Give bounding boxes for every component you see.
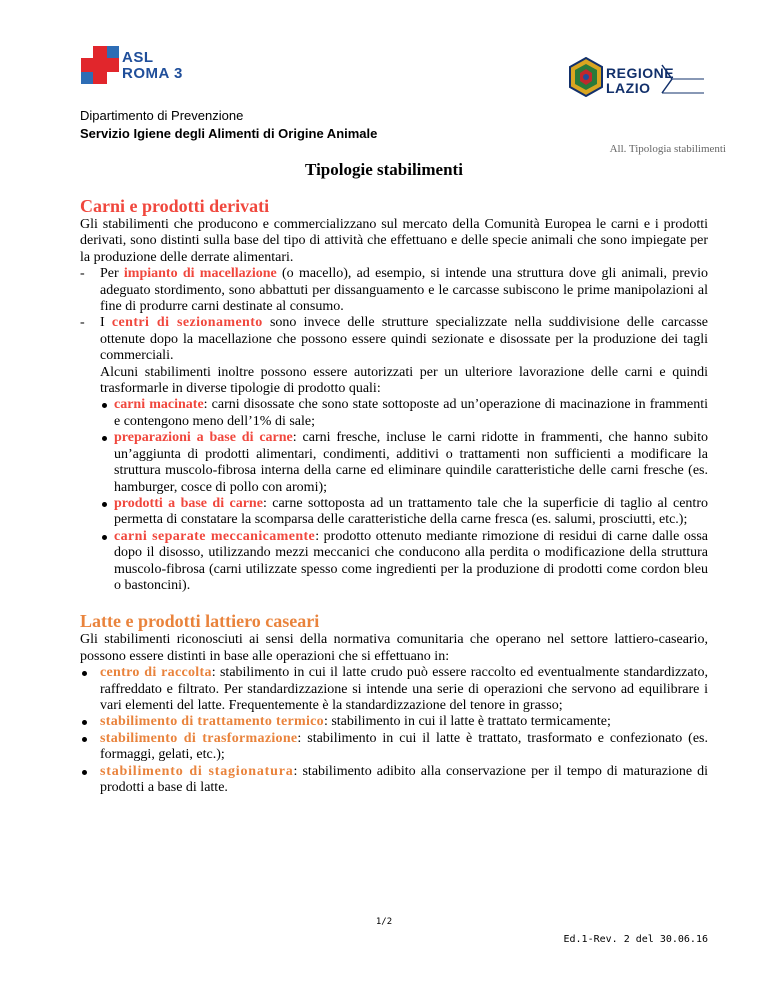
asl-cross-icon <box>80 44 120 86</box>
dairy-types-list <box>80 665 708 796</box>
list-item: preparazioni a base di carne: carni fresche, incluse le carni ridotte in frammenti, che hanno subito un’aggiunta di prodotti alimentari, condimenti, additivi o trattamenti non sufficienti a modificare la struttura muscolo-fibrosa interna della carne ed eliminare quindile caratteristiche delle carni fresche (es. hamburger, cosce di pollo con aromi); <box>80 430 708 496</box>
list-item-macellazione: - Per impianto di macellazione (o macello), ad esempio, si intende una struttura dove gli animali, previo adeguato stordimento, sono abbattuti per dissanguamento e le carcasse subiscono le prime manipolazioni al fine di produrre carni destinate al consumo. <box>80 266 708 315</box>
list-item: stabilimento di trattamento termico: stabilimento in cui il latte è trattato termicamente; <box>80 714 708 730</box>
dash-marker: - <box>80 315 85 331</box>
list-item-sezionamento: - I centri di sezionamento sono invece delle strutture specializzate nella suddivisione delle carcasse ottenute dopo la macellazione che possono essere quindi sezionate e disossate per la produzione dei tagli commerciali. <box>80 315 708 364</box>
lazio-logo-line1: REGIONE <box>606 65 675 81</box>
lazio-logo-line2: LAZIO <box>606 80 651 96</box>
asl-roma3-logo <box>80 44 200 94</box>
section-intro-carni: Gli stabilimenti che producono e commercializzano sul mercato della Comunità Europea le carni e i prodotti derivati, sono distinti sulla base del tipo di attività che effettuano e delle specie animali che sono impiegate per la produzione delle derrate alimentari. <box>80 217 708 265</box>
extra-processing-intro: Alcuni stabilimenti inoltre possono essere autorizzati per un ulteriore lavorazione delle carni e quindi trasformarle in diverse tipologie di prodotto quali: <box>100 364 708 397</box>
list-item: centro di raccolta: stabilimento in cui il latte crudo può essere raccolto ed eventualmente standardizzato, raffreddato e filtrato. Per standardizzazione si intende una serie di operazioni che servono ad equilibrare i vari elementi del latte. Frequentemente è la standardizzazione del tenore in grasso; <box>80 665 708 714</box>
document-title: Tipologie stabilimenti <box>305 160 463 179</box>
edition-revision: Ed.1-Rev. 2 del 30.06.16 <box>563 934 708 945</box>
annex-label: All. Tipologia stabilimenti <box>609 143 726 155</box>
section-title-latte: Latte e prodotti lattiero caseari <box>80 611 320 632</box>
keyword-centri-sezionamento: centri di sezionamento <box>111 315 263 331</box>
department-name: Dipartimento di Prevenzione <box>80 108 244 123</box>
lazio-crest-icon <box>568 57 604 97</box>
section-intro-latte: Gli stabilimenti riconosciuti ai sensi della normativa comunitaria che operano nel settore lattiero-caseario, possono essere distinti in base alle operazioni che si effettuano in: <box>80 632 708 664</box>
asl-logo-line2: ROMA 3 <box>122 65 183 82</box>
regione-lazio-logo <box>568 57 708 107</box>
dash-marker: - <box>80 266 85 282</box>
lazio-chevron-icon <box>660 63 706 99</box>
document-body <box>80 195 708 796</box>
page-number: 1/2 <box>375 917 393 927</box>
list-item: carni separate meccanicamente: prodotto ottenuto mediante rimozione di residui di carne dalle ossa dopo il disosso, utilizzando mezzi meccanici che conducono alla perdita o modificazione della struttura muscolo-fibrosa (carni utilizzate spesso come ingredienti per la produzione di prodotti come cordon bleu o bastoncini). <box>80 529 708 595</box>
product-types-list <box>80 397 708 594</box>
list-item: carni macinate: carni disossate che sono state sottoposte ad un’operazione di macinazione in frammenti e contengono meno dell’1% di sale; <box>80 397 708 430</box>
list-item: stabilimento di trasformazione: stabilimento in cui il latte è trattato, trasformato e confezionato (es. formaggi, gelati, etc.); <box>80 731 708 764</box>
keyword-impianto-macellazione: impianto di macellazione <box>123 266 277 282</box>
service-name: Servizio Igiene degli Alimenti di Origine Animale <box>80 126 378 141</box>
asl-logo-line1: ASL <box>122 49 154 66</box>
section-title-carni: Carni e prodotti derivati <box>80 196 270 216</box>
list-item: prodotti a base di carne: carne sottoposta ad un trattamento tale che la superficie di taglio al centro permetta di constatare la scomparsa delle caratteristiche della carne fresca (es. salumi, prosciutti, etc.); <box>80 496 708 529</box>
list-item: stabilimento di stagionatura: stabilimento adibito alla conservazione per il tempo di maturazione di prodotti a base di latte. <box>80 764 708 797</box>
